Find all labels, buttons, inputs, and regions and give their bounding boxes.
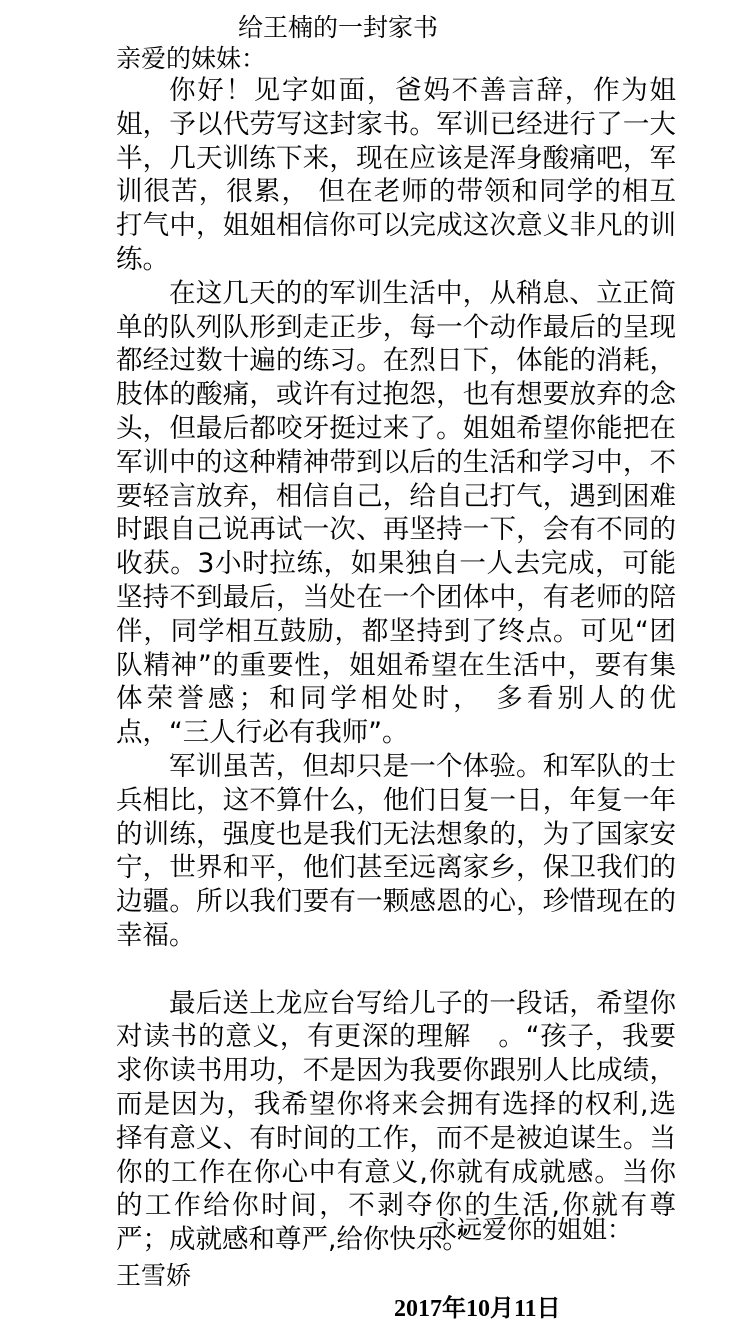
paragraph-quote: 最后送上龙应台写给儿子的一段话，希望你对读书的意义，有更深的理解 。“孩子，我要求你读书用功，不是因为我要你跟别人比成绩，而是因为，我希望你将来会拥有选择的权利,选择有意义、有时间的工作，而不是被迫谋生。当你的工作在你心中有意义,你就有成就感。当你的工作给你时间，不剥夺你的生活,你就有尊严；成就感和尊严,给你快乐。”: [116, 987, 676, 1256]
paragraph-opening: 你好！见字如面，爸妈不善言辞，作为姐姐，予以代劳写这封家书。军训已经进行了一大半，几天训练下来，现在应该是浑身酸痛吧，军训很苦，很累， 但在老师的带领和同学的相互打气中，姐姐相信你可以完成这次意义非凡的训练。: [116, 75, 676, 275]
letter-greeting: 亲爱的妹妹：: [116, 44, 267, 73]
letter-closing: 永远爱你的姐姐：: [432, 1215, 633, 1244]
paragraph-soldiers: 军训虽苦，但却只是一个体验。和军队的士兵相比，这不算什么，他们日复一日，年复一年的训练，强度也是我们无法想象的，为了国家安宁，世界和平，他们甚至远离家乡，保卫我们的边疆。所以我们要有一颗感恩的心，珍惜现在的幸福。: [116, 750, 676, 951]
letter-signature: 王雪娇: [116, 1261, 192, 1290]
letter-title: 给王楠的一封家书: [238, 13, 439, 42]
letter-date: 2017年10月11日: [394, 1296, 561, 1322]
paragraph-training-life: 在这几天的的军训生活中，从稍息、立正简单的队列队形到走正步，每一个动作最后的呈现都经过数十遍的练习。在烈日下，体能的消耗，肢体的酸痛，或许有过抱怨，也有想要放弃的念头，但最后都咬牙挺过来了。姐姐希望你能把在军训中的这种精神带到以后的生活和学习中，不要轻言放弃，相信自己，给自己打气，遇到困难时跟自己说再试一次、再坚持一下，会有不同的收获。3小时拉练，如果独自一人去完成，可能坚持不到最后，当处在一个团体中，有老师的陪伴，同学相互鼓励，都坚持到了终点。可见“团队精神”的重要性，姐姐希望在生活中，要有集体荣誉感；和同学相处时， 多看别人的优点，“三人行必有我师”。: [116, 277, 676, 749]
letter-body: [116, 74, 676, 1257]
